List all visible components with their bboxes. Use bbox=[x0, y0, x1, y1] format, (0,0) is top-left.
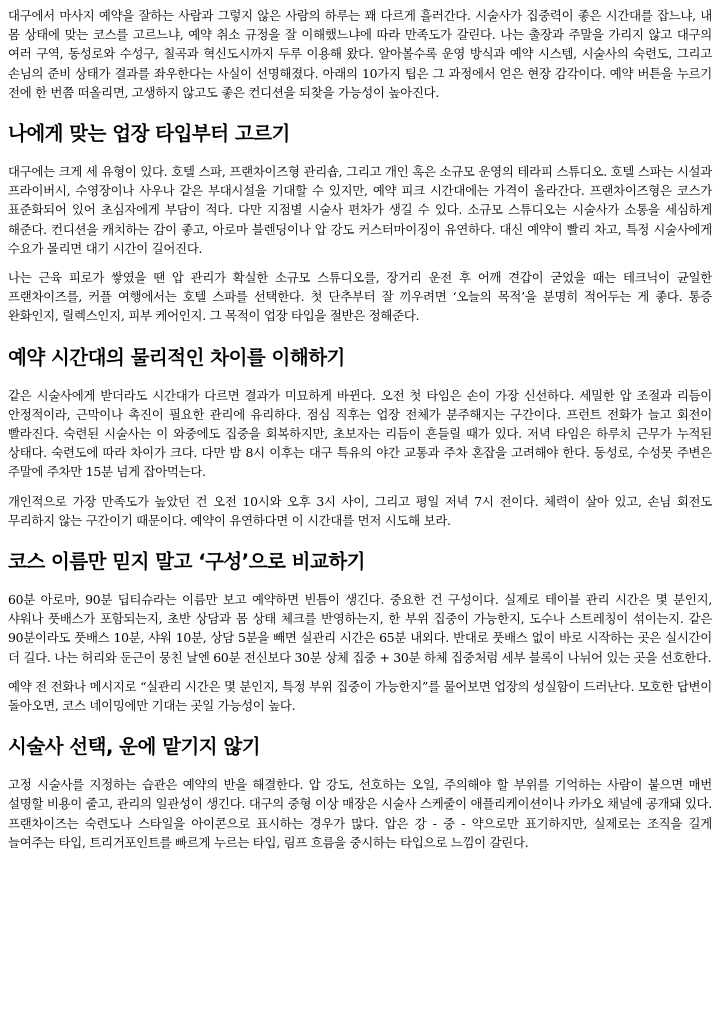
section-heading: 시술사 선택, 운에 맡기지 않기 bbox=[8, 735, 261, 759]
section-therapist-choice bbox=[8, 733, 712, 852]
section-heading: 예약 시간대의 물리적인 차이를 이해하기 bbox=[8, 345, 345, 369]
intro-paragraph: 대구에서 마사지 예약을 잘하는 사람과 그렇지 않은 사람의 하루는 꽤 다르게 흘러간다. 시술사가 집중력이 좋은 시간대를 잡느냐, 내 몸 상태에 맞는 코스를 고르느냐, 예약 취소 규정을 잘 이해했느냐에 따라 만족도가 갈린다. 나는 출장과 주말을 가리지 않고 대구의 여러 구역, 동성로와 수성구, 칠곡과 혁신도시까지 두루 이용해 왔다. 알아볼수록 운영 방식과 예약 시스템, 시술사의 숙련도, 그리고 손님의 준비 상태가 결과를 좌우한다는 사실이 선명해졌다. 아래의 10가지 팁은 그 과정에서 얻은 현장 감각이다. 예약 버튼을 누르기 전에 한 번쯤 떠올리면, 고생하지 않고도 좋은 컨디션을 되찾을 가능성이 높아진다. bbox=[8, 8, 712, 100]
section-paragraph: 60분 아로마, 90분 딥티슈라는 이름만 보고 예약하면 빈틈이 생긴다. 중요한 건 구성이다. 실제로 테이블 관리 시간은 몇 분인지, 샤워나 풋배스가 포함되는지, 초반 상담과 몸 상태 체크를 반영하는지, 한 부위 집중이 가능한지, 도수나 스트레칭이 섞이는지. 같은 90분이라도 풋배스 10분, 샤워 10분, 상담 5분을 빼면 실관리 시간은 65분 내외다. 반대로 풋배스 없이 바로 시작하는 곳은 실시간이 더 길다. 나는 허리와 둔근이 뭉친 날엔 60분 전신보다 30분 상체 집중 + 30분 하체 집중처럼 세부 블록이 나뉘어 있는 곳을 선호한다. bbox=[8, 592, 712, 665]
section-time-slot bbox=[8, 344, 712, 530]
section-paragraph: 같은 시술사에게 받더라도 시간대가 다르면 결과가 미묘하게 바뀐다. 오전 첫 타임은 손이 가장 신선하다. 세밀한 압 조절과 리듬이 안정적이라, 근막이나 촉진이 필요한 관리에 유리하다. 점심 직후는 업장 전체가 분주해지는 구간이다. 프런트 전화가 늘고 회전이 빨라진다. 숙련된 시술사는 이 와중에도 집중을 회복하지만, 초보자는 리듬이 흔들릴 때가 있다. 저녁 타임은 하루치 근무가 누적된 상태다. 숙련도에 따라 차이가 크다. 다만 밤 8시 이후는 대구 특유의 야간 교통과 주차 혼잡을 고려해야 한다. 동성로, 수성못 주변은 주말에 주차만 15분 넘게 잡아먹는다. bbox=[8, 387, 712, 480]
section-paragraph: 대구에는 크게 세 유형이 있다. 호텔 스파, 프랜차이즈형 관리숍, 그리고 개인 혹은 소규모 운영의 테라피 스튜디오. 호텔 스파는 시설과 프라이버시, 수영장이나 사우나 같은 부대시설을 기대할 수 있지만, 예약 피크 시간대에는 가격이 올라간다. 프랜차이즈형은 코스가 표준화되어 있어 초심자에게 부담이 적다. 다만 지점별 시술사 편차가 생길 수 있다. 소규모 스튜디오는 시술사가 소통을 세심하게 해준다. 컨디션을 캐치하는 감이 좋고, 아로마 블렌딩이나 압 강도 커스터마이징이 유연하다. 대신 예약이 빨리 차고, 특정 시술사에게 수요가 몰리면 대기 시간이 길어진다. bbox=[8, 164, 712, 256]
section-course-composition bbox=[8, 548, 712, 715]
section-paragraph: 예약 전 전화나 메시지로 “실관리 시간은 몇 분인지, 특정 부위 집중이 가능한지”를 물어보면 업장의 성실함이 드러난다. 모호한 답변이 돌아오면, 코스 네이밍에만 기대는 곳일 가능성이 높다. bbox=[8, 678, 712, 714]
section-paragraph: 개인적으로 가장 만족도가 높았던 건 오전 10시와 오후 3시 사이, 그리고 평일 저녁 7시 전이다. 체력이 살아 있고, 손님 회전도 무리하지 않는 구간이기 때문이다. 예약이 유연하다면 이 시간대를 먼저 시도해 보라. bbox=[8, 493, 712, 528]
section-heading: 나에게 맞는 업장 타입부터 고르기 bbox=[8, 122, 290, 146]
section-venue-type bbox=[8, 120, 712, 326]
section-paragraph: 고정 시술사를 지정하는 습관은 예약의 반을 해결한다. 압 강도, 선호하는 오일, 주의해야 할 부위를 기억하는 사람이 붙으면 매번 설명할 비용이 줄고, 관리의 일관성이 생긴다. 대구의 중형 이상 매장은 시술사 스케줄이 애플리케이션이나 카카오 채널에 공개돼 있다. 프랜차이즈는 숙련도나 스타일을 아이콘으로 표시하는 경우가 많다. 압은 강 - 중 - 약으로만 표기하지만, 실제로는 조직을 길게 늘여주는 타입, 트리거포인트를 빠르게 누르는 타입, 림프 흐름을 중시하는 타입으로 느낌이 갈린다. bbox=[8, 777, 712, 850]
article bbox=[8, 6, 712, 852]
section-heading: 코스 이름만 믿지 말고 ‘구성’으로 비교하기 bbox=[8, 550, 365, 574]
section-paragraph: 나는 근육 피로가 쌓였을 땐 압 관리가 확실한 소규모 스튜디오를, 장거리 운전 후 어깨 견갑이 굳었을 때는 테크닉이 균일한 프랜차이즈를, 커플 여행에서는 호텔 스파를 선택한다. 첫 단추부터 잘 끼우려면 ‘오늘의 목적’을 분명히 적어두는 게 좋다. 통증 완화인지, 릴렉스인지, 피부 케어인지. 그 목적이 업장 타입을 절반은 정해준다. bbox=[8, 270, 712, 324]
